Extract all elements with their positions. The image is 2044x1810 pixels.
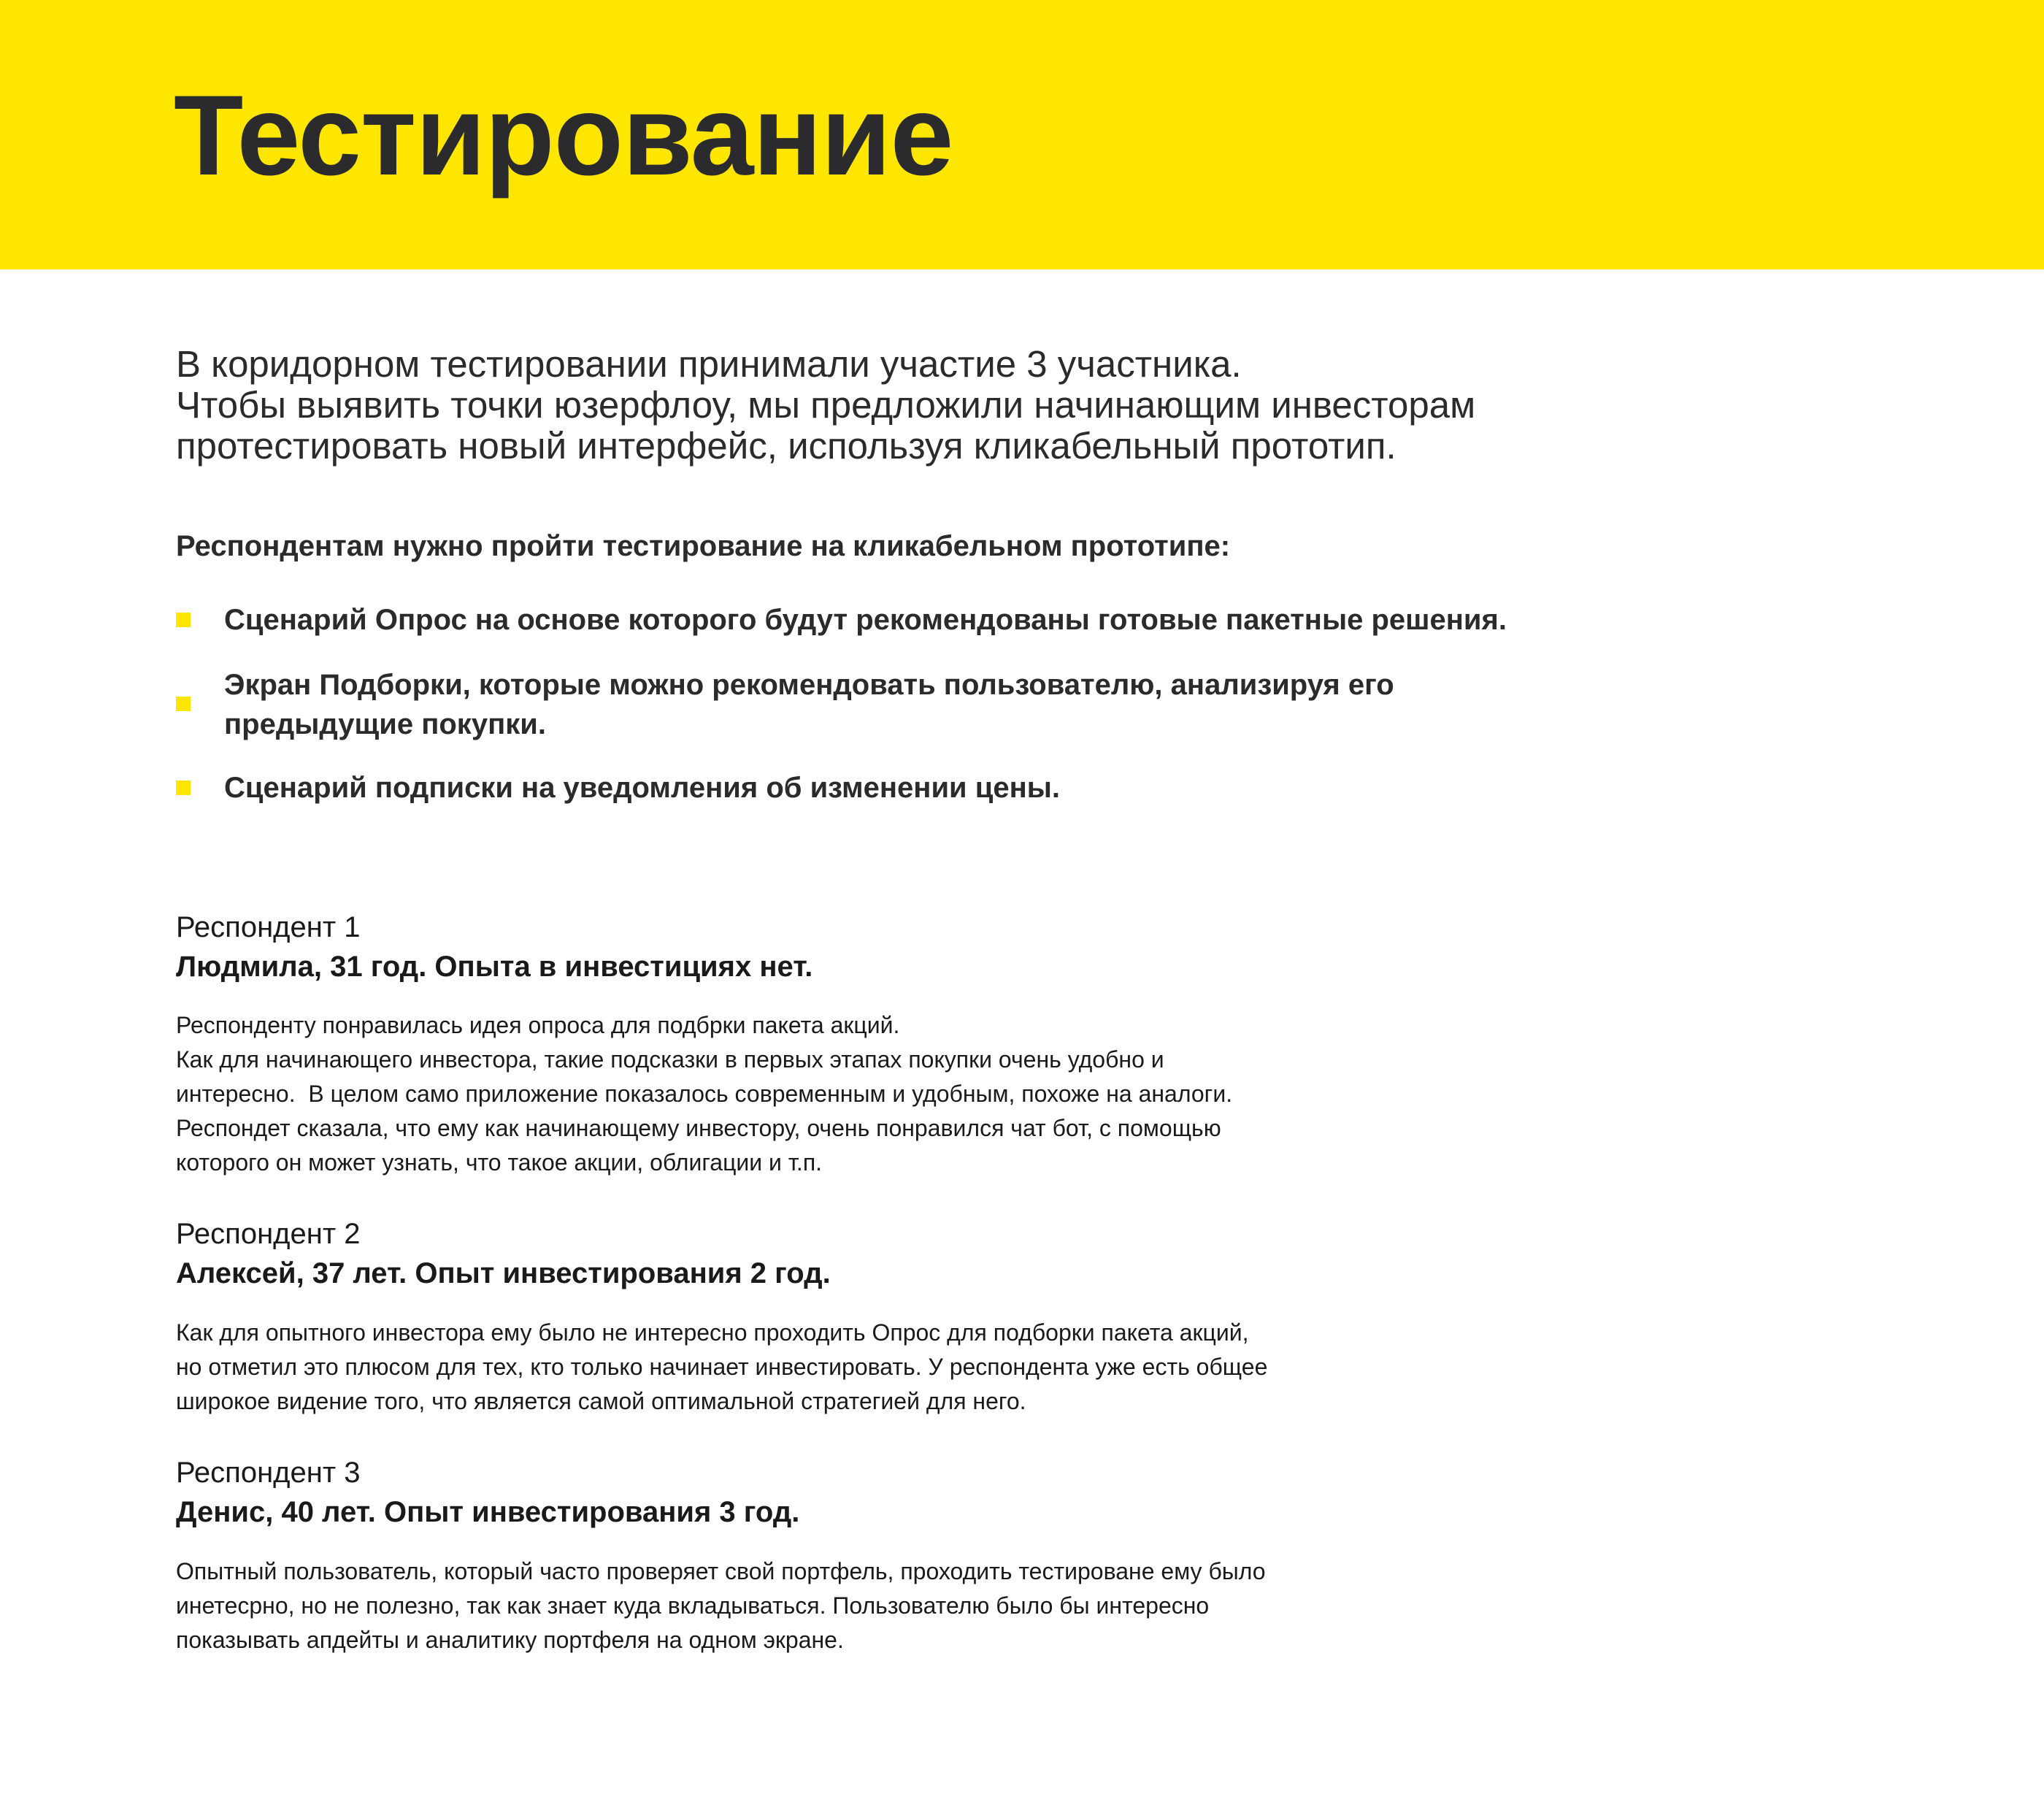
page-title: Тестирование [174,72,953,199]
feedback-line: Как для начинающего инвестора, такие подсказки в первых этапах покупки очень удобно и [176,1046,1164,1073]
feedback-line: Респонденту понравилась идея опроса для подбрки пакета акций. [176,1012,900,1038]
respondent-card [176,1214,1782,1414]
task-line: Сценарий Опрос на основе которого будут рекомендованы готовые пакетные решения. [224,604,1507,636]
respondent-profile: Людмила, 31 год. Опыта в инвестициях нет. [176,951,813,983]
task-line: предыдущие покупки. [224,708,546,740]
task-line: Экран Подборки, которые можно рекомендовать пользователю, анализируя его [224,669,1394,701]
respondent-label: Респондент 3 [176,1457,361,1489]
respondent-card [176,908,1782,1176]
respondent-label: Респондент 2 [176,1218,361,1250]
respondent-profile: Денис, 40 лет. Опыт инвестирования 3 год. [176,1496,800,1528]
intro-line: протестировать новый интерфейс, используя кликабельный прототип. [176,425,1396,467]
feedback-line: Опытный пользователь, который часто проверяет свой портфель, проходить тестироване ему было [176,1558,1266,1584]
feedback-line: интересно. В целом само приложение показалось современным и удобным, похоже на аналоги. [176,1081,1233,1107]
feedback-line: Респондет сказала, что ему как начинающему инвестору, очень понравился чат бот, с помощью [176,1115,1221,1141]
feedback-line: широкое видение того, что является самой оптимальной стратегией для него. [176,1388,1026,1414]
intro-paragraph [176,344,1928,467]
intro-line: В коридорном тестировании принимали участие 3 участника. [176,343,1242,385]
task-text [224,600,1507,640]
respondent-card [176,1453,1782,1653]
task-text [224,665,1394,744]
square-bullet-icon [176,781,191,795]
feedback-line: инетесрно, но не полезно, так как знает куда вкладываться. Пользователю было бы интересно [176,1592,1210,1619]
feedback-line: которого он может узнать, что такое акции, облигации и т.п. [176,1149,823,1176]
square-bullet-icon [176,697,191,711]
intro-line: Чтобы выявить точки юзерфлоу, мы предложили начинающим инвесторам [176,384,1476,426]
feedback-line: Как для опытного инвестора ему было не интересно проходить Опрос для подборки пакета акций, [176,1319,1249,1346]
respondent-feedback [176,1316,1267,1419]
task-text [224,768,1060,808]
respondent-feedback [176,1008,1232,1180]
respondent-feedback [176,1554,1266,1657]
respondent-label: Респондент 1 [176,911,361,943]
task-heading: Респондентам нужно пройти тестирование на кликабельном прототипе: [176,530,1231,562]
feedback-line: но отметил это плюсом для тех, кто только начинает инвестировать. У респондента уже есть общее [176,1354,1268,1380]
respondent-profile: Алексей, 37 лет. Опыт инвестирования 2 год. [176,1257,831,1289]
header-banner [0,0,2044,269]
task-line: Сценарий подписки на уведомления об изменении цены. [224,772,1061,804]
square-bullet-icon [176,613,191,627]
feedback-line: показывать апдейты и аналитику портфеля на одном экране. [176,1627,844,1653]
